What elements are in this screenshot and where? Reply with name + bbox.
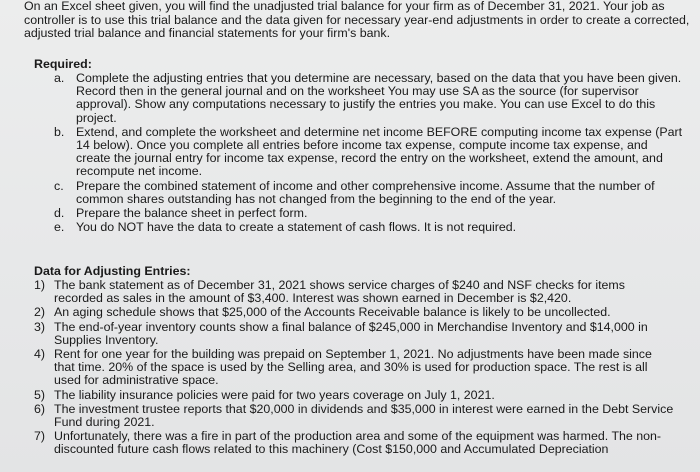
intro-paragraph: On an Excel sheet given, you will find the unadjusted trial balance for your firm as of December 31, 2021. Your job as controller is to use this trial balance and the data given for necessary year-end adjustments in order to create a corrected, adjusted trial balance and financial statements for your firm's bank. bbox=[24, 0, 690, 41]
item-text: Rent for one year for the building was prepaid on September 1, 2021. No adjustments have been made since that time. 20% of the space is used by the Selling area, and 30% is used for production space. The rest is all used for administrative space. bbox=[54, 347, 652, 388]
required-item-b bbox=[54, 126, 684, 179]
adjusting-item-6 bbox=[34, 403, 674, 429]
item-text: Prepare the combined statement of income and other comprehensive income. Assume that the number of common shares outstanding has not changed from the beginning to the end of the year. bbox=[76, 178, 655, 206]
item-text: The investment trustee reports that $20,000 in dividends and $35,000 in interest were earned in the Debt Service Fund during 2021. bbox=[54, 401, 674, 430]
required-heading: Required: bbox=[34, 57, 92, 71]
item-marker: a. bbox=[54, 71, 65, 85]
item-text: The bank statement as of December 31, 2021 shows service charges of $240 and NSF checks for items recorded as sales in the amount of $3,400. Interest was shown earned in December is $2,420. bbox=[54, 278, 625, 306]
item-text: The liability insurance policies were paid for two years coverage on July 1, 2021. bbox=[54, 387, 495, 402]
item-marker: e. bbox=[54, 220, 65, 235]
item-text: The end-of-year inventory counts show a final balance of $245,000 in Merchandise Inventory and $14,000 in Supplies Inventory. bbox=[54, 319, 648, 347]
item-text: You do NOT have the data to create a statement of cash flows. It is not required. bbox=[76, 220, 517, 235]
required-item-a bbox=[54, 72, 684, 125]
adjusting-item-2 bbox=[34, 306, 674, 319]
adjusting-item-4 bbox=[34, 348, 674, 388]
item-text: Complete the adjusting entries that you determine are necessary, based on the data that you have been given. Record then in the general journal and on the worksheet You may use SA as the source (for supervisor approval). Show any computations necessary to justify the entries you make. You can use Excel to do this project. bbox=[76, 71, 682, 125]
item-marker: 3) bbox=[34, 319, 46, 334]
item-text: An aging schedule shows that $25,000 of the Accounts Receivable balance is likely to be uncollected. bbox=[54, 305, 611, 320]
item-text: Extend, and complete the worksheet and determine net income BEFORE computing income tax expense (Part 14 below). Once you complete all entries before income tax expense, compute income tax expense, and create the journal entry for income tax expense, record the entry on the worksheet, extend the amount, and recompute net income. bbox=[76, 124, 683, 179]
adjusting-item-5 bbox=[34, 389, 674, 402]
item-marker: c. bbox=[54, 178, 64, 193]
adjusting-item-1 bbox=[34, 279, 674, 305]
required-list bbox=[54, 72, 684, 235]
required-item-d bbox=[54, 207, 684, 220]
adjusting-data-heading: Data for Adjusting Entries: bbox=[34, 264, 191, 278]
item-text: Unfortunately, there was a fire in part of the production area and some of the equipment was harmed. The non-discounted future cash flows related to this machinery (Cost $150,000 and Accumulated Depreciation bbox=[54, 429, 662, 457]
item-marker: 6) bbox=[34, 401, 46, 416]
required-item-e bbox=[54, 221, 684, 234]
item-marker: 7) bbox=[34, 429, 46, 444]
adjusting-item-3 bbox=[34, 321, 674, 347]
item-marker: b. bbox=[54, 124, 65, 139]
item-marker: 5) bbox=[34, 387, 46, 402]
item-text: Prepare the balance sheet in perfect form. bbox=[76, 206, 308, 221]
adjusting-item-7 bbox=[34, 430, 674, 456]
item-marker: 1) bbox=[34, 278, 46, 292]
adjusting-data-list bbox=[34, 279, 674, 458]
item-marker: d. bbox=[54, 206, 65, 221]
item-marker: 4) bbox=[34, 347, 46, 362]
item-marker: 2) bbox=[34, 305, 46, 320]
required-item-c bbox=[54, 180, 684, 206]
